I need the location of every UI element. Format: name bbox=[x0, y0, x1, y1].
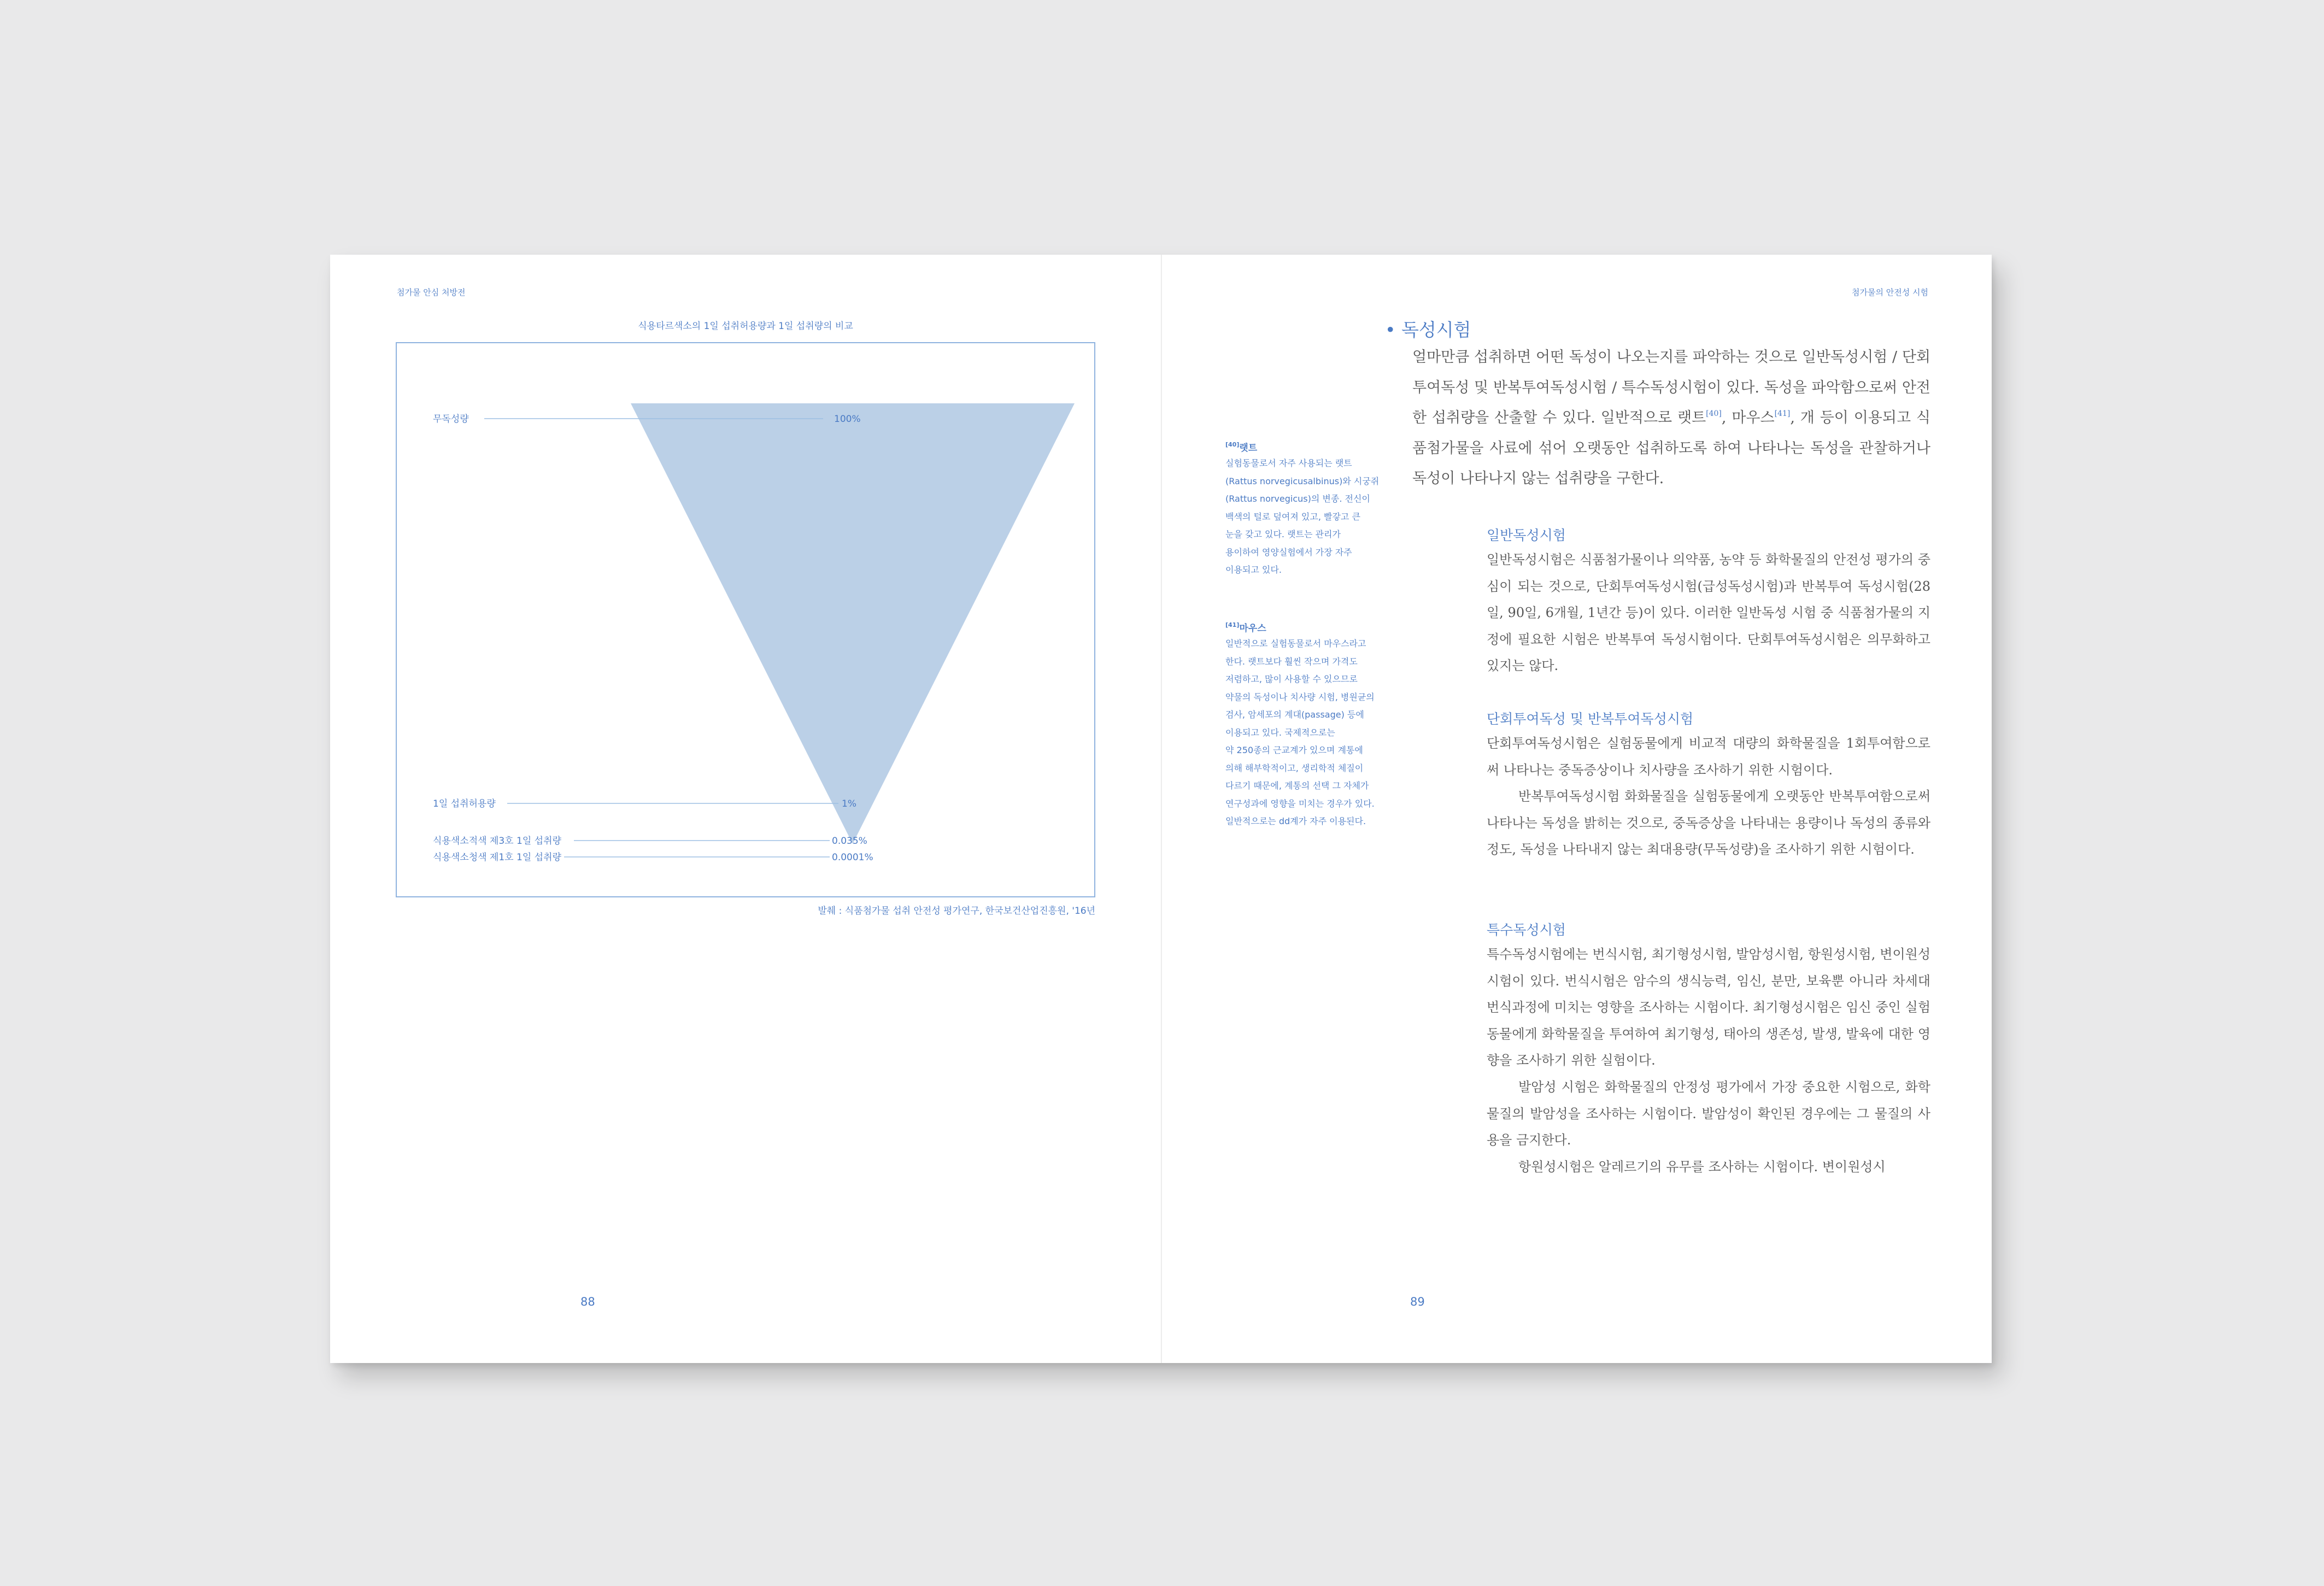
category-label: 식용색소적색 제3호 1일 섭취량 bbox=[433, 836, 561, 847]
section-intro bbox=[1412, 342, 1930, 494]
sidenote-rat-title: 랫트 bbox=[1239, 443, 1258, 454]
section-title-text: 독성시험 bbox=[1401, 319, 1471, 340]
sidenote-rat-line: 실험동물로서 자주 사용되는 랫트 bbox=[1225, 458, 1352, 468]
sidenote-rat-line: (Rattus norvegicusalbinus)와 시궁쥐 bbox=[1225, 475, 1380, 486]
running-head-left: 첨가물 안심 처방전 bbox=[397, 287, 466, 297]
running-head-right: 첨가물의 안전성 시험 bbox=[1852, 287, 1928, 297]
page-number-left: 88 bbox=[580, 1295, 595, 1308]
value-label: 0.0001% bbox=[832, 852, 873, 863]
sidenote-rat-line: 이용되고 있다. bbox=[1225, 565, 1282, 575]
paragraph-special-3: 항원성시험은 알레르기의 유무를 조사하는 시험이다. 변이원성시 bbox=[1518, 1159, 1886, 1174]
sidenote-mouse-line: 약 250종의 근교계가 있으며 계통에 bbox=[1225, 745, 1363, 755]
subsection-title-repeated: 단회투여독성 및 반복투여독성시험 bbox=[1487, 711, 1694, 727]
sidenote-rat bbox=[1225, 442, 1389, 579]
bullet-icon: • bbox=[1385, 319, 1396, 340]
sidenote-rat-line: 백색의 털로 덮여져 있고, 빨갛고 큰 bbox=[1225, 511, 1360, 522]
chart-source: 발췌 : 식품첨가물 섭취 안전성 평가연구, 한국보건산업진흥원, '16년 bbox=[818, 906, 1095, 917]
category-label: 식용색소청색 제1호 1일 섭취량 bbox=[433, 852, 561, 863]
paragraph-repeated-2: 반복투여독성시험 화화물질을 실험동물에게 오랫동안 반복투여함으로써 나타나는 독성을 밝히는 것으로, 중독증상을 나타내는 용량이나 독성의 종류와 정도, 독성을 나타내지 않는 최대용량(무독성량)을 조사하기 위한 시험이다. bbox=[1487, 789, 1930, 857]
sidenote-mouse-line: 의해 해부학적이고, 생리학적 체질이 bbox=[1225, 762, 1364, 773]
sidenote-mouse-line: 다르기 때문에, 계통의 선택 그 자체가 bbox=[1225, 780, 1369, 791]
sidenote-rat-line: 용이하여 영양실험에서 가장 자주 bbox=[1225, 547, 1352, 557]
triangle-shape bbox=[631, 403, 1075, 844]
section-title bbox=[1385, 316, 1471, 342]
gutter bbox=[1161, 255, 1162, 1363]
sidenote-mouse-title: 마우스 bbox=[1239, 623, 1266, 634]
sidenote-mouse-line: 저렴하고, 많이 사용할 수 있으므로 bbox=[1225, 674, 1358, 684]
sidenote-mouse-line: 약물의 독성이나 치사량 시험, 병원균의 bbox=[1225, 691, 1375, 702]
subsection-title-general: 일반독성시험 bbox=[1487, 527, 1566, 543]
chart-svg bbox=[397, 343, 1094, 896]
chart-frame bbox=[396, 342, 1095, 897]
sidenote-mouse bbox=[1225, 622, 1389, 831]
chart-title: 식용타르색소의 1일 섭취허용량과 1일 섭취량의 비교 bbox=[638, 321, 853, 332]
sidenote-mouse-line: 한다. 랫트보다 훨씬 작으며 가격도 bbox=[1225, 656, 1358, 667]
sidenote-mouse-line: 일반적으로는 dd계가 자주 이용된다. bbox=[1225, 816, 1366, 826]
paragraph-general: 일반독성시험은 식품첨가물이나 의약품, 농약 등 화학물질의 안전성 평가의 중심이 되는 것으로, 단회투여독성시험(급성독성시험)과 반복투여 독성시험(28일, 90일, 6개월, 1년간 등)이 있다. 이러한 일반독성 시험 중 식품첨가물의 지정에 필요한 시험은 반복투여 독성시험이다. 단회투여독성시험은 의무화하고 있지는 않다. bbox=[1487, 552, 1930, 673]
page-number-right: 89 bbox=[1410, 1295, 1425, 1308]
intro-ref-rat: [40] bbox=[1706, 409, 1722, 418]
sidenote-rat-ref: [40] bbox=[1225, 441, 1240, 448]
book-spread bbox=[330, 255, 1992, 1363]
intro-text-3: , 개 등이 이용되고 식품첨가물을 사료에 섞어 오랫동안 섭취하도록 하여 나타나는 독성을 관찰하거나 독성이 나타나지 않는 섭취량을 구한다. bbox=[1412, 409, 1930, 487]
value-label: 0.035% bbox=[832, 836, 867, 847]
sidenote-rat-line: 눈을 갖고 있다. 랫트는 관리가 bbox=[1225, 529, 1341, 539]
intro-text-2: , 마우스 bbox=[1721, 409, 1775, 426]
sidenote-rat-line: (Rattus norvegicus)의 변종. 전신이 bbox=[1225, 494, 1370, 504]
sidenote-mouse-ref: [41] bbox=[1225, 621, 1240, 628]
subsection-title-special: 특수독성시험 bbox=[1487, 922, 1566, 938]
sidenote-mouse-line: 이용되고 있다. 국제적으로는 bbox=[1225, 727, 1335, 738]
category-label: 1일 섭취허용량 bbox=[433, 798, 496, 809]
value-label: 1% bbox=[842, 798, 856, 809]
sidenote-mouse-head bbox=[1225, 622, 1389, 635]
paragraph-repeated-1: 단회투여독성시험은 실험동물에게 비교적 대량의 화학물질을 1회투여함으로써 나타나는 중독증상이나 치사량을 조사하기 위한 시험이다. bbox=[1487, 736, 1930, 778]
sidenote-mouse-line: 연구성과에 영향을 미치는 경우가 있다. bbox=[1225, 798, 1375, 809]
intro-ref-mouse: [41] bbox=[1774, 409, 1791, 418]
paragraph-special-2: 발암성 시험은 화학물질의 안정성 평가에서 가장 중요한 시험으로, 화학물질의 발암성을 조사하는 시험이다. 발암성이 확인된 경우에는 그 물질의 사용을 금지한다. bbox=[1487, 1079, 1930, 1148]
sidenote-mouse-line: 검사, 암세포의 계대(passage) 등에 bbox=[1225, 709, 1364, 720]
value-label: 100% bbox=[834, 414, 861, 425]
sidenote-mouse-line: 일반적으로 실험동물로서 마우스라고 bbox=[1225, 638, 1366, 649]
paragraph-special-1: 특수독성시험에는 번식시험, 최기형성시험, 발암성시험, 항원성시험, 변이원성시험이 있다. 번식시험은 암수의 생식능력, 임신, 분만, 보육뿐 아니라 차세대 번식과정에 미치는 영향을 조사하는 시험이다. 최기형성시험은 임신 중인 실험동물에게 화학물질을 투여하여 최기형성, 태아의 생존성, 발생, 발육에 대한 영향을 조사하기 위한 실험이다. bbox=[1487, 947, 1930, 1068]
category-label: 무독성량 bbox=[433, 414, 469, 425]
intro-text-1: 얼마만큼 섭취하면 어떤 독성이 나오는지를 파악하는 것으로 일반독성시험 / 단회투여독성 및 반복투여독성시험 / 특수독성시험이 있다. 독성을 파악함으로써 안전한 섭취량을 산출할 수 있다. 일반적으로 랫트 bbox=[1412, 349, 1930, 426]
sidenote-rat-head bbox=[1225, 442, 1389, 455]
